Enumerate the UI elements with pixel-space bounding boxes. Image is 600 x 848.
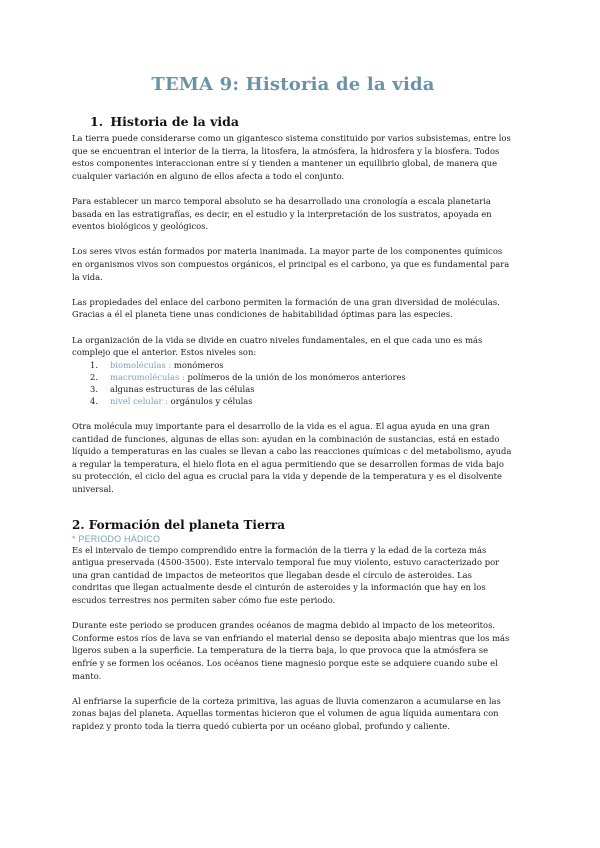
paragraph-global-ocean: Al enfriarse la superficie de la corteza primitiva, las aguas de lluvia comenzaron a acumularse en las zonas bajas del planeta. Aquellas tormentas hicieron que el volumen de agua líquida aumentara con rapidez y pronto toda la tierra quedó cubierta por un océano global, profundo y caliente. <box>72 695 501 731</box>
list-item-term: nivel celular : <box>110 396 168 407</box>
list-item-number: 3. <box>90 384 98 395</box>
list-item <box>72 371 514 383</box>
list-item-term: macromoléculas : <box>110 371 185 382</box>
section-2-heading: 2. Formación del planeta Tierra <box>72 517 286 532</box>
paragraph-earth-system: La tierra puede considerarse como un gigantesco sistema constituido por varios subsistemas, entre los que se encuentran el interior de la tierra, la litosfera, la atmósfera, la hidrosfera y la biosfera. Todos estos componentes interaccionan entre sí y tienden a mantener un equilibrio global, de manera que cualquier variación en alguno de ellos afecta a todo el conjunto. <box>72 133 511 181</box>
paragraph-hadean-interval: Es el intervalo de tiempo comprendido entre la formación de la tierra y la edad de la corteza más antigua preservada (4500-3500). Este intervalo temporal fue muy violento, estuvo caracterizado por una gran cantidad de impactos de meteoritos que llegaban desde el círculo de asteroides. Las condritas que llegan actualmente desde el cinturón de asteroides y la información que hay en los escudos terrestres nos permiten saber cómo fue este periodo. <box>72 544 500 606</box>
list-item-number: 1. <box>90 359 98 370</box>
list-item-number: 2. <box>90 371 98 382</box>
section-1-number: 1. <box>90 114 104 129</box>
list-item-text: orgánulos y células <box>167 396 253 407</box>
levels-list <box>72 359 514 408</box>
paragraph-living-matter: Los seres vivos están formados por materia inanimada. La mayor parte de los componentes químicos en organismos vivos son compuestos orgánicos, el principal es el carbono, ya que es fundamental para la vida. <box>72 246 510 282</box>
list-item-term: biomoléculas : <box>110 359 172 370</box>
list-item <box>72 395 514 407</box>
list-item-text: monómeros <box>171 359 224 370</box>
section-1-heading <box>90 114 514 129</box>
list-item <box>72 359 514 371</box>
list-item-text: polímeros de la unión de los monómeros anteriores <box>184 371 406 382</box>
section-1-title: Historia de la vida <box>110 114 239 129</box>
page-title: TEMA 9: Historia de la vida <box>151 74 435 95</box>
list-item-text: algunas estructuras de las células <box>110 384 255 395</box>
list-item-number: 4. <box>90 396 98 407</box>
paragraph-time-frame: Para establecer un marco temporal absoluto se ha desarrollado una cronología a escala planetaria basada en las estratigrafías, es decir, en el estudio y la interpretación de los sustratos, apoyada en eventos biológicos y geológicos. <box>72 195 492 232</box>
paragraph-magma-oceans: Durante este periodo se producen grandes océanos de magma debido al impacto de los meteoritos. Conforme estos ríos de lava se van enfriando el material denso se deposita abajo mientras que los más ligeros suben a la superficie. La temperatura de la tierra baja, lo que provoca que la atmósfera se enfríe y se formen los océanos. Los océanos tiene magnesio porque este se adquiere cuando sube el manto. <box>72 620 510 681</box>
section-2-subheading: * PERIODO HÁDICO <box>72 533 161 544</box>
paragraph-water: Otra molécula muy importante para el desarrollo de la vida es el agua. El agua ayuda en una gran cantidad de funciones, algunas de ellas son: ayudan en la combinación de sustancias, está en estado líquido a temperaturas en las cuales se llevan a cabo las reacciones químicas c del metabolismo, ayuda a regular la temperatura, el hielo flota en el agua permitiendo que se desarrollen formas de vida bajo su protección, el ciclo del agua es crucial para la vida y depende de la temperatura y es el disolvente universal. <box>72 421 512 495</box>
paragraph-carbon-bond: Las propiedades del enlace del carbono permiten la formación de una gran diversidad de moléculas. Gracias a él el planeta tiene unas condiciones de habitabilidad óptimas para las especies. <box>72 296 500 320</box>
paragraph-life-organization: La organización de la vida se divide en cuatro niveles fundamentales, en el que cada uno es más complejo que el anterior. Estos niveles son: <box>72 334 483 358</box>
list-item <box>72 383 514 395</box>
